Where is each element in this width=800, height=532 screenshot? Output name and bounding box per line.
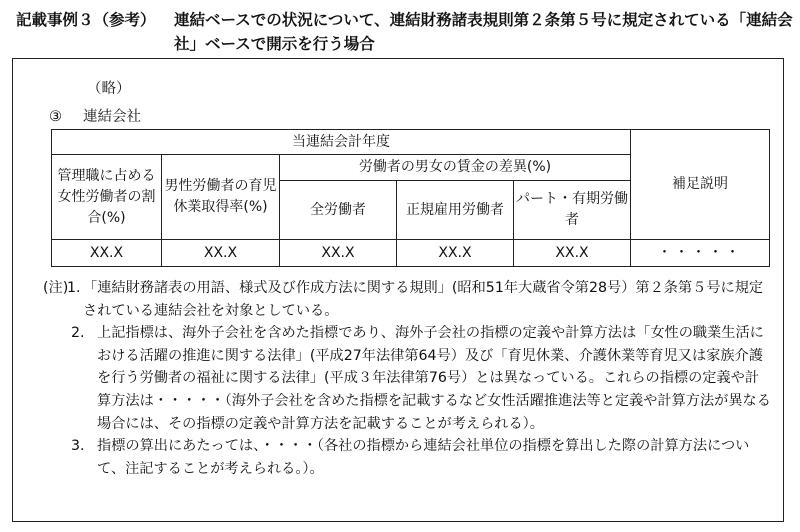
note-item bbox=[43, 435, 771, 480]
section-number: ③ bbox=[49, 109, 62, 125]
abbreviation-note: （略） bbox=[87, 81, 131, 97]
note-text: 上記指標は、海外子会社を含めた指標であり、海外子会社の指標の定義や計算方法は「女性の職業生活における活躍の推進に関する法律」(平成27年法律第64号）及び「育児休業、介護休業等育児又は家族介護を行う労働者の福祉に関する法律」(平成３年法律第76号）とは異なっている。これらの指標の定義や計算方法は・・・・・（海外子会社を含めた指標を記載するなど女性活躍推進法等と定義や計算方法が異なる場合には、その指標の定義や計算方法を記載することが考えられる）。 bbox=[97, 325, 771, 432]
example-description: 連結ベースでの状況について、連結財務諸表規則第２条第５号に規定されている「連結会社」ベースで開示を行う場合 bbox=[174, 11, 793, 53]
disclosure-table bbox=[51, 129, 770, 267]
note-item bbox=[43, 322, 771, 435]
section-heading bbox=[49, 105, 141, 126]
section-title: 連結会社 bbox=[83, 109, 141, 125]
regular-workers-header: 正規雇用労働者 bbox=[397, 181, 514, 240]
management-ratio-header: 管理職に占める女性労働者の割合(%) bbox=[52, 155, 162, 240]
supplement-header: 補足説明 bbox=[631, 130, 770, 240]
note-item bbox=[43, 277, 771, 322]
note-text: 指標の算出にあたっては、・・・・（各社の指標から連結会社単位の指標を算出した際の計算方法について、注記することが考えられる。）。 bbox=[97, 438, 750, 477]
note-number: 2. bbox=[71, 325, 85, 342]
supplement-value: ・・・・・ bbox=[631, 240, 770, 267]
example-frame bbox=[12, 58, 784, 522]
childcare-leave-header: 男性労働者の育児休業取得率(%) bbox=[162, 155, 280, 240]
management-ratio-value: XX.X bbox=[52, 240, 162, 267]
regular-workers-value: XX.X bbox=[397, 240, 514, 267]
notes-prefix: (注) bbox=[43, 280, 69, 296]
note-text: 「連結財務諸表の用語、様式及び作成方法に関する規則」(昭和51年大蔵省令第28号）第２条第５号に規定されている連結会社を対象としている。 bbox=[83, 280, 764, 319]
fiscal-year-header: 当連結会計年度 bbox=[52, 130, 631, 155]
note-number: 1. bbox=[67, 280, 81, 296]
wage-gap-header: 労働者の男女の賃金の差異(%) bbox=[280, 155, 631, 181]
note-number: 3. bbox=[71, 438, 85, 455]
parttime-workers-value: XX.X bbox=[514, 240, 631, 267]
notes bbox=[43, 277, 771, 480]
parttime-workers-header: パート・有期労働者 bbox=[514, 181, 631, 240]
example-label: 記載事例３（参考） bbox=[16, 11, 156, 29]
childcare-leave-value: XX.X bbox=[162, 240, 280, 267]
all-workers-header: 全労働者 bbox=[280, 181, 397, 240]
all-workers-value: XX.X bbox=[280, 240, 397, 267]
